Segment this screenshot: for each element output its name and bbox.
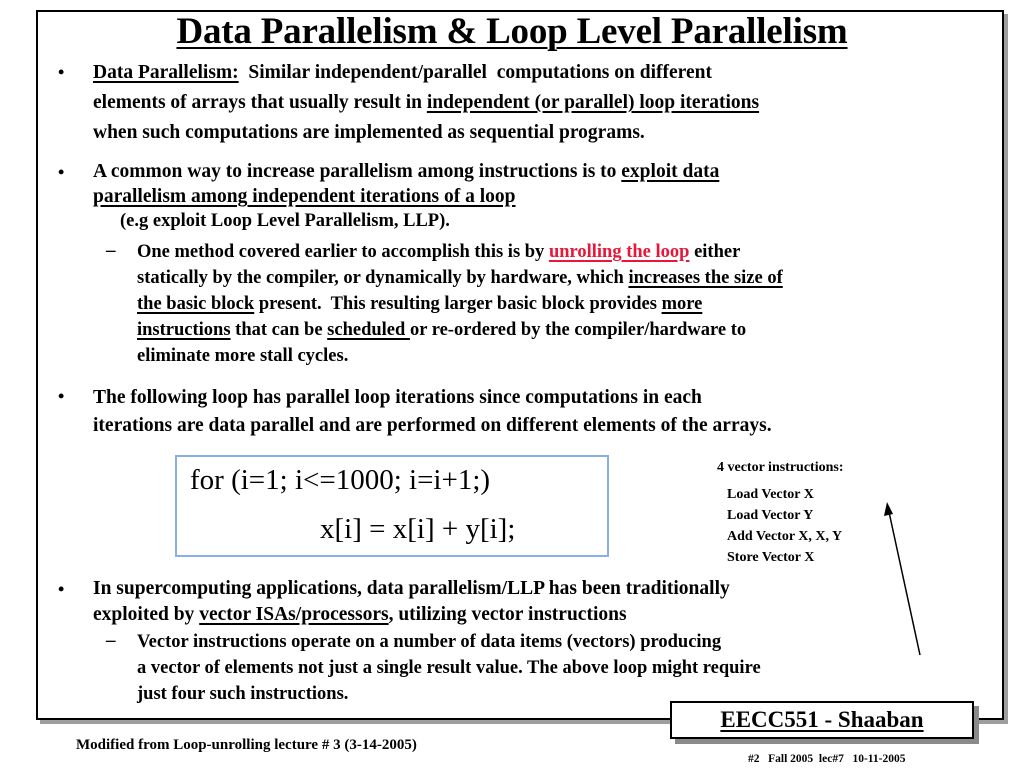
arrow-head-icon — [884, 502, 893, 516]
bullet2-underlined-2: parallelism among independent iterations of a loop — [93, 186, 516, 207]
bullet4-line2-end: , utilizing vector instructions — [388, 604, 627, 625]
sub1-line3: present. This resulting larger basic block provides — [254, 294, 662, 314]
unrolling-the-loop-highlight: unrolling the loop — [548, 242, 690, 262]
code-for-line: for (i=1; i<=1000; i=i+1;) — [190, 464, 491, 496]
footer-source-note: Modified from Loop-unrolling lecture # 3 (3-14-2005) — [76, 737, 417, 753]
sub-bullet-marker: – — [106, 240, 116, 261]
sub-bullet-marker: – — [106, 630, 116, 651]
sub2-line2: a vector of elements not just a single result value. The above loop might require — [137, 658, 761, 678]
bullet3-line1: The following loop has parallel loop iterations since computations in each — [93, 387, 702, 408]
bullet2-example: (e.g exploit Loop Level Parallelism, LLP). — [120, 211, 450, 231]
footer-slide-info: #2 Fall 2005 lec#7 10-11-2005 — [748, 753, 906, 765]
sub1-line4-end: or re-ordered by the compiler/hardware to — [409, 320, 747, 340]
sub1-line4: that can be — [230, 320, 328, 340]
sub1-line5: eliminate more stall cycles. — [137, 346, 349, 366]
bullet-supercomputing — [93, 576, 730, 628]
bullet4-line2: exploited by — [93, 604, 200, 625]
sub1-underlined-3: more — [661, 294, 703, 314]
bullet1-line2: elements of arrays that usually result in — [93, 92, 427, 113]
slide-title: Data Parallelism & Loop Level Parallelism — [176, 11, 848, 52]
bullet4-underlined: vector ISAs/processors — [199, 604, 389, 625]
vector-instruction-item: Add Vector X, X, Y — [727, 529, 843, 544]
vector-instruction-item: Store Vector X — [727, 550, 815, 565]
sub1-line1: One method covered earlier to accomplish this is by — [137, 242, 549, 262]
sub1-line2: statically by the compiler, or dynamically by hardware, which — [137, 268, 629, 288]
sub1-line1-end: either — [689, 242, 741, 262]
bullet2-underlined-1: exploit data — [621, 161, 720, 182]
bullet-marker: • — [58, 386, 65, 406]
sub-bullet-vector-instructions — [137, 629, 761, 707]
sub2-line3: just four such instructions. — [137, 684, 349, 704]
sub1-underlined-1: increases the size of — [628, 268, 783, 288]
bullet4-line1: In supercomputing applications, data parallelism/LLP has been traditionally — [93, 578, 730, 599]
vector-instruction-item: Load Vector Y — [727, 508, 814, 523]
bullet1-line1: Similar independent/parallel computations on different — [238, 62, 712, 83]
bullet-marker: • — [58, 62, 65, 82]
sub1-underlined-4: instructions — [137, 320, 231, 340]
code-body-line: x[i] = x[i] + y[i]; — [320, 513, 516, 545]
vector-instruction-item: Load Vector X — [727, 487, 814, 502]
course-badge — [670, 701, 974, 739]
bullet-marker: • — [58, 579, 65, 599]
bullet3-line2: iterations are data parallel and are performed on different elements of the arrays. — [93, 415, 772, 436]
bullet1-line3: when such computations are implemented as sequential programs. — [93, 122, 645, 143]
arrow-line — [889, 512, 920, 655]
term-data-parallelism: Data Parallelism: — [93, 62, 239, 83]
bullet2-line1: A common way to increase parallelism among instructions is to — [93, 161, 622, 182]
vector-note-heading: 4 vector instructions: — [717, 460, 844, 475]
sub1-underlined-5: scheduled — [327, 320, 410, 340]
course-badge-text: EECC551 - Shaaban — [720, 707, 924, 732]
sub1-underlined-2: the basic block — [137, 294, 255, 314]
bullet-marker: • — [58, 162, 65, 182]
sub2-line1: Vector instructions operate on a number of data items (vectors) producing — [137, 632, 722, 652]
bullet1-underlined-phrase: independent (or parallel) loop iterations — [426, 92, 760, 113]
